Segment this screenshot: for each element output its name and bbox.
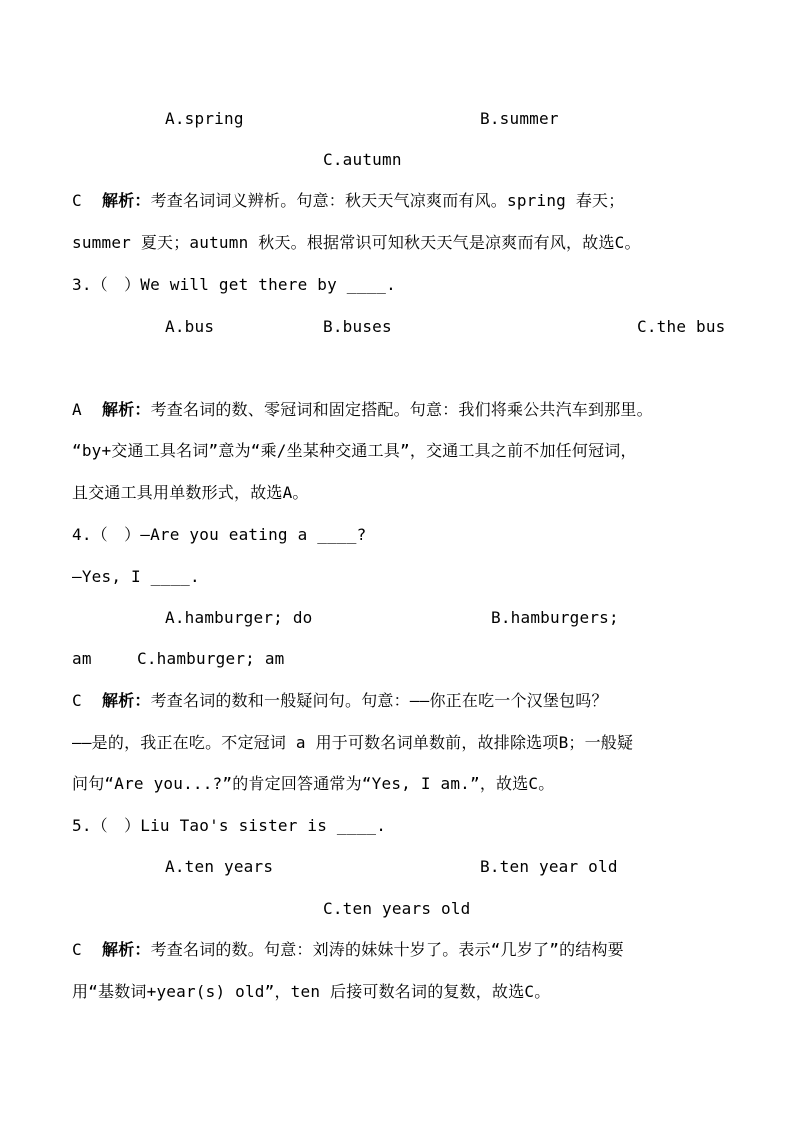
q5-answer: C <box>72 940 82 959</box>
q3-stem: 3.（ ）We will get there by ____. <box>72 275 396 294</box>
q2-analysis-label: 解析： <box>102 191 151 210</box>
q5-stem: 5.（ ）Liu Tao's sister is ____. <box>72 816 387 835</box>
q4-answer: C <box>72 691 82 710</box>
q5-option-b: B.ten year old <box>480 857 618 876</box>
q3-option-a: A.bus <box>165 317 215 336</box>
q2-option-c: C.autumn <box>323 150 402 169</box>
q4-option-b: B.hamburgers; <box>491 608 619 627</box>
q4-option-b-cont: am <box>72 649 92 668</box>
q4-option-a: A.hamburger; do <box>165 608 313 627</box>
q4-analysis-line1 <box>72 690 734 712</box>
q3-option-c: C.the bus <box>637 317 726 336</box>
q2-option-b: B.summer <box>480 109 559 128</box>
q3-answer: A <box>72 400 82 419</box>
q4-analysis-line3: 问句“Are you...?”的肯定回答通常为“Yes, I am.”，故选C。 <box>72 774 555 793</box>
q5-analysis-line1 <box>72 939 734 961</box>
q5-analysis-text1: 考查名词的数。句意：刘涛的妹妹十岁了。表示“几岁了”的结构要 <box>150 940 624 959</box>
q3-analysis-line2: “by+交通工具名词”意为“乘/坐某种交通工具”，交通工具之前不加任何冠词， <box>72 441 637 460</box>
q3-option-b: B.buses <box>323 317 392 336</box>
q4-option-c: C.hamburger; am <box>137 649 285 668</box>
q2-analysis-line1 <box>72 190 734 212</box>
q3-analysis-text1: 考查名词的数、零冠词和固定搭配。句意：我们将乘公共汽车到那里。 <box>150 400 653 419</box>
q5-option-c: C.ten years old <box>323 899 471 918</box>
q4-analysis-line2: ——是的，我正在吃。不定冠词 a 用于可数名词单数前，故排除选项B；一般疑 <box>72 733 634 752</box>
q2-analysis-text1: 考查名词词义辨析。句意：秋天天气凉爽而有风。spring 春天； <box>150 191 625 210</box>
q4-analysis-text1: 考查名词的数和一般疑问句。句意：——你正在吃一个汉堡包吗？ <box>150 691 608 710</box>
q3-analysis-label: 解析： <box>102 400 151 419</box>
q3-analysis-line1 <box>72 399 734 421</box>
q2-answer: C <box>72 191 82 210</box>
q2-option-a: A.spring <box>165 109 244 128</box>
q5-analysis-line2: 用“基数词+year(s) old”，ten 后接可数名词的复数，故选C。 <box>72 982 551 1001</box>
q5-analysis-label: 解析： <box>102 940 151 959</box>
q4-stem2: —Yes, I ____. <box>72 567 200 586</box>
q5-option-a: A.ten years <box>165 857 274 876</box>
q4-analysis-label: 解析： <box>102 691 151 710</box>
q2-analysis-line2: summer 夏天；autumn 秋天。根据常识可知秋天天气是凉爽而有风，故选C。 <box>72 233 641 252</box>
q4-stem: 4.（ ）—Are you eating a ____? <box>72 525 367 544</box>
q3-analysis-line3: 且交通工具用单数形式，故选A。 <box>72 483 309 502</box>
